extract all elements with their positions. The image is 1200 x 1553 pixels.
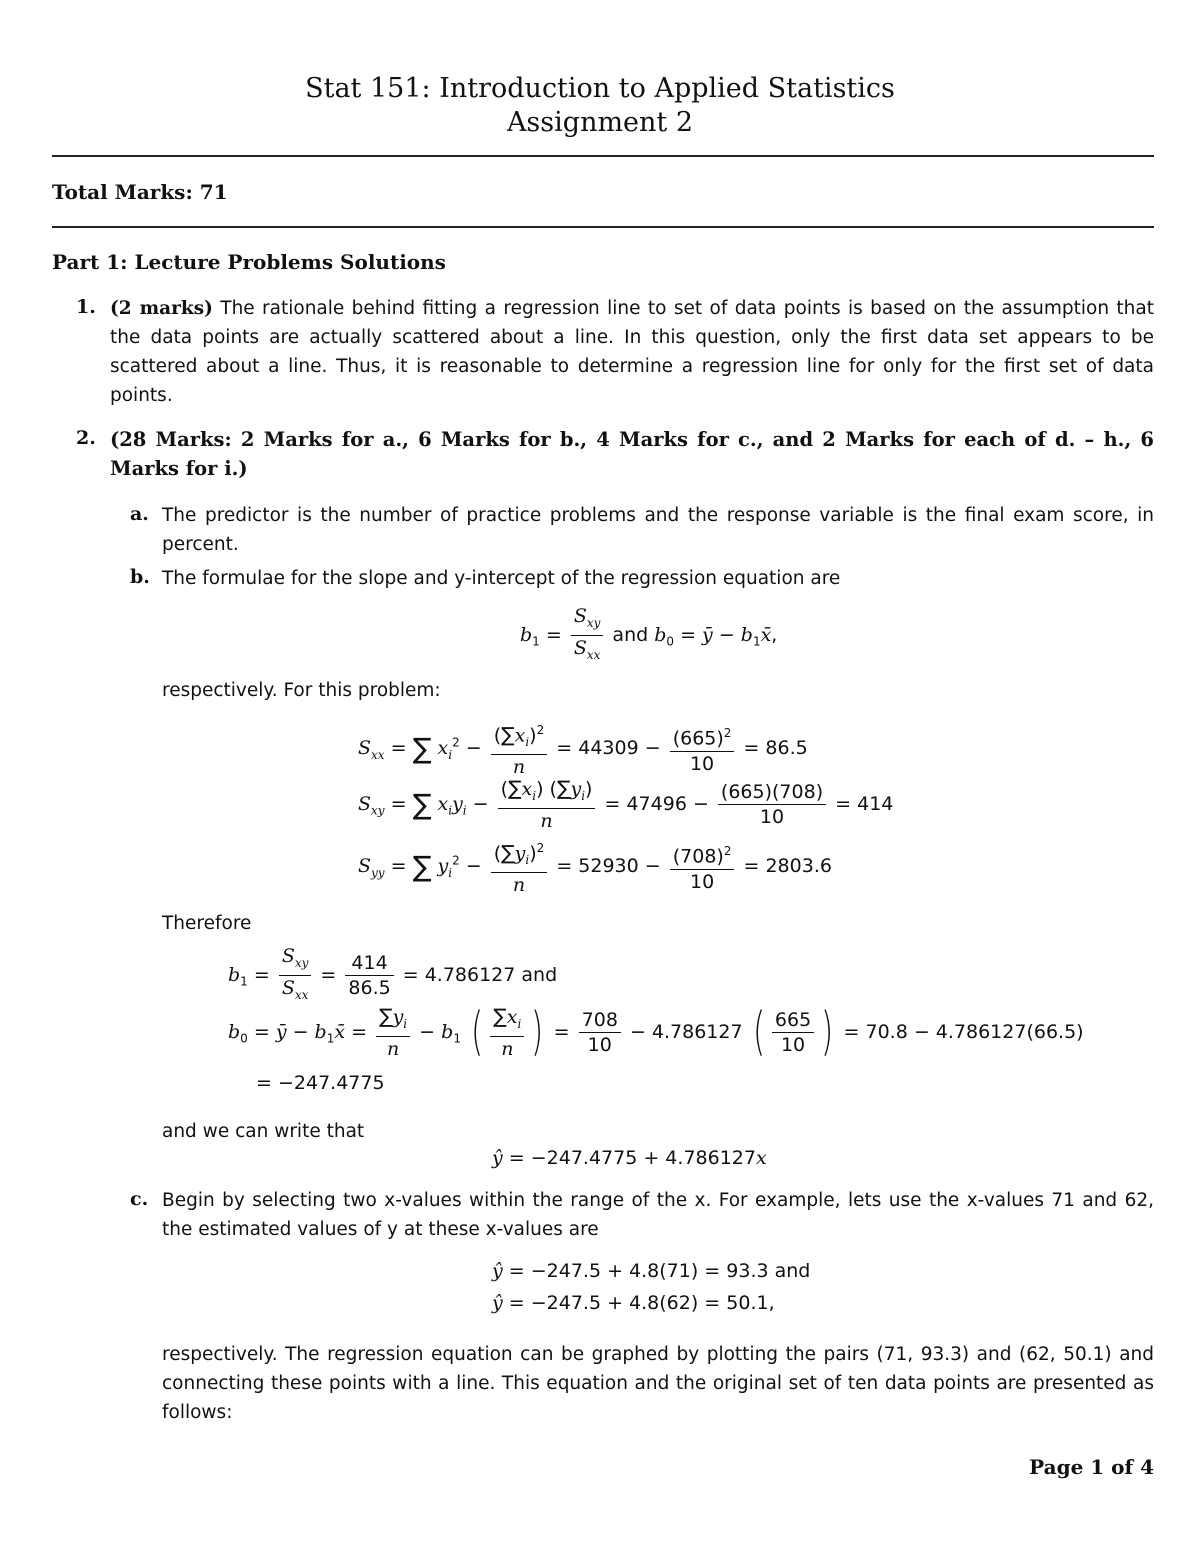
sxx-sum-sq: 44309 bbox=[578, 737, 639, 760]
write-that-text: and we can write that bbox=[162, 1121, 365, 1142]
q1-number: 1. bbox=[76, 296, 96, 318]
sxy-num: (665)(708) bbox=[718, 780, 826, 805]
q2a-text: The predictor is the number of practice problems and the response variable is the final exam score, in percent. bbox=[162, 505, 1154, 555]
b0-den2: 10 bbox=[780, 1033, 806, 1056]
b0-den1: 10 bbox=[587, 1033, 612, 1056]
sxx-result: 86.5 bbox=[765, 737, 808, 760]
sxy-den: 10 bbox=[759, 805, 785, 828]
q1-text: The rationale behind fitting a regression line to set of data points is based on the assumption that the data points are actually scattered about a line. In this question, only the first data set appears to be scattered about a line. Thus, it is reasonable to determine a regression line for only for the first set of data points. bbox=[110, 298, 1154, 406]
sxx-den: 10 bbox=[689, 752, 715, 775]
b0-num2: 665 bbox=[772, 1008, 814, 1033]
b1-equation: $b_1$ = $\frac{S_{xy}}{S_{xx}}$ = $\frac{414}{86.5}$ = 4.786127 and bbox=[228, 945, 558, 1002]
c-estimate-2: ŷ = −247.5 + 4.8(62) = 50.1, bbox=[492, 1292, 775, 1314]
top-rule bbox=[52, 155, 1154, 157]
sxx-num: (665) bbox=[672, 727, 724, 750]
b1-den: 86.5 bbox=[348, 976, 391, 999]
b1-result: 4.786127 bbox=[424, 963, 516, 986]
total-marks: Total Marks: 71 bbox=[52, 180, 228, 204]
syy-result: 2803.6 bbox=[765, 855, 832, 878]
q2c-text2: respectively. The regression equation can be graphed by plotting the pairs (71, 93.3) and (62, 50.1) and connecting these points with a line. This equation and the original set of ten data points are presented as follows: bbox=[162, 1344, 1154, 1423]
title-line-2: Assignment 2 bbox=[506, 107, 694, 138]
syy-num: (708) bbox=[672, 845, 724, 868]
part1-heading: Part 1: Lecture Problems Solutions bbox=[52, 250, 446, 274]
b0-equation: $b_0$ = ȳ − $b_1x̄$ = $\frac{\sum y_i}{n}$ − $b_1$ ( $\frac{\sum x_i}{n}$ ) = $\frac{708}{10}$ − 4.786127 ( $\frac{665}{10}$ ) = 70.8 − 4.786127(66.5) bbox=[228, 1002, 1084, 1063]
sxy-equation: $S_{xy}$ = ∑ $x_iy_i$ − $\frac{(\sum x_i) (\sum y_i)}{n}$ = 47496 − $\frac{(665)(708)}{10}$ = 414 bbox=[358, 776, 894, 832]
syy-sum-sq: 52930 bbox=[578, 855, 639, 878]
slope-intercept-formula: $b_1$ = $\frac{S_{xy}}{S_{xx}}$ and $b_0$ = ȳ − $b_1x̄$, bbox=[520, 605, 778, 662]
q2a-label: a. bbox=[130, 503, 149, 525]
second-rule bbox=[52, 226, 1154, 228]
q2c-label: c. bbox=[130, 1188, 149, 1210]
b0-coef: 4.786127 bbox=[651, 1020, 743, 1043]
c-eq2: −247.5 + 4.8(62) = 50.1, bbox=[530, 1292, 775, 1314]
syy-den: 10 bbox=[690, 870, 715, 893]
b0-tail: 70.8 − 4.786127(66.5) bbox=[865, 1020, 1084, 1043]
title-line-1: Stat 151: Introduction to Applied Statistics bbox=[305, 73, 895, 104]
q2b-label: b. bbox=[130, 566, 150, 588]
b0-num1: 708 bbox=[579, 1008, 621, 1033]
b1-num: 414 bbox=[345, 951, 393, 976]
yhat-eq: −247.4775 + 4.786127 bbox=[530, 1147, 756, 1169]
syy-equation: $S_{yy}$ = ∑ $y_i^2$ − $\frac{(\sum y_i)^2}{n}$ = 52930 − $\frac{(708)^2}{10}$ = 2803.6 bbox=[358, 836, 832, 897]
page-footer: Page 1 of 4 bbox=[1029, 1455, 1154, 1479]
therefore-text: Therefore bbox=[162, 913, 252, 934]
sxy-sum-prod: 47496 bbox=[626, 792, 687, 815]
q2-number: 2. bbox=[76, 427, 96, 449]
q2-marks: (28 Marks: 2 Marks for a., 6 Marks for b., 4 Marks for c., and 2 Marks for each of d. – h., 6 Marks for i.) bbox=[110, 428, 1154, 480]
q2c-text1: Begin by selecting two x-values within the range of the x. For example, lets use the x-values 71 and 62, the estimated values of y at these x-values are bbox=[162, 1190, 1154, 1240]
c-eq1: −247.5 + 4.8(71) = 93.3 bbox=[530, 1260, 769, 1282]
q1-marks: (2 marks) bbox=[110, 298, 213, 319]
sxy-result: 414 bbox=[857, 792, 894, 815]
q2b-respectively: respectively. For this problem: bbox=[162, 680, 441, 701]
q2b-text: The formulae for the slope and y-intercept of the regression equation are bbox=[162, 568, 841, 589]
b0-result-line: = −247.4775 bbox=[256, 1072, 385, 1094]
q1-paragraph bbox=[110, 294, 1154, 410]
sxx-equation: $S_{xx}$ = ∑ $x_i^2$ − $\frac{(\sum x_i)^2}{n}$ = 44309 − $\frac{(665)^2}{10}$ = 86.5 bbox=[358, 718, 808, 779]
c-estimate-1: ŷ = −247.5 + 4.8(71) = 93.3 and bbox=[492, 1260, 811, 1282]
regression-equation: ŷ = −247.4775 + 4.786127x bbox=[492, 1147, 767, 1169]
document-title bbox=[0, 72, 1200, 140]
b0-result: −247.4775 bbox=[277, 1072, 385, 1094]
